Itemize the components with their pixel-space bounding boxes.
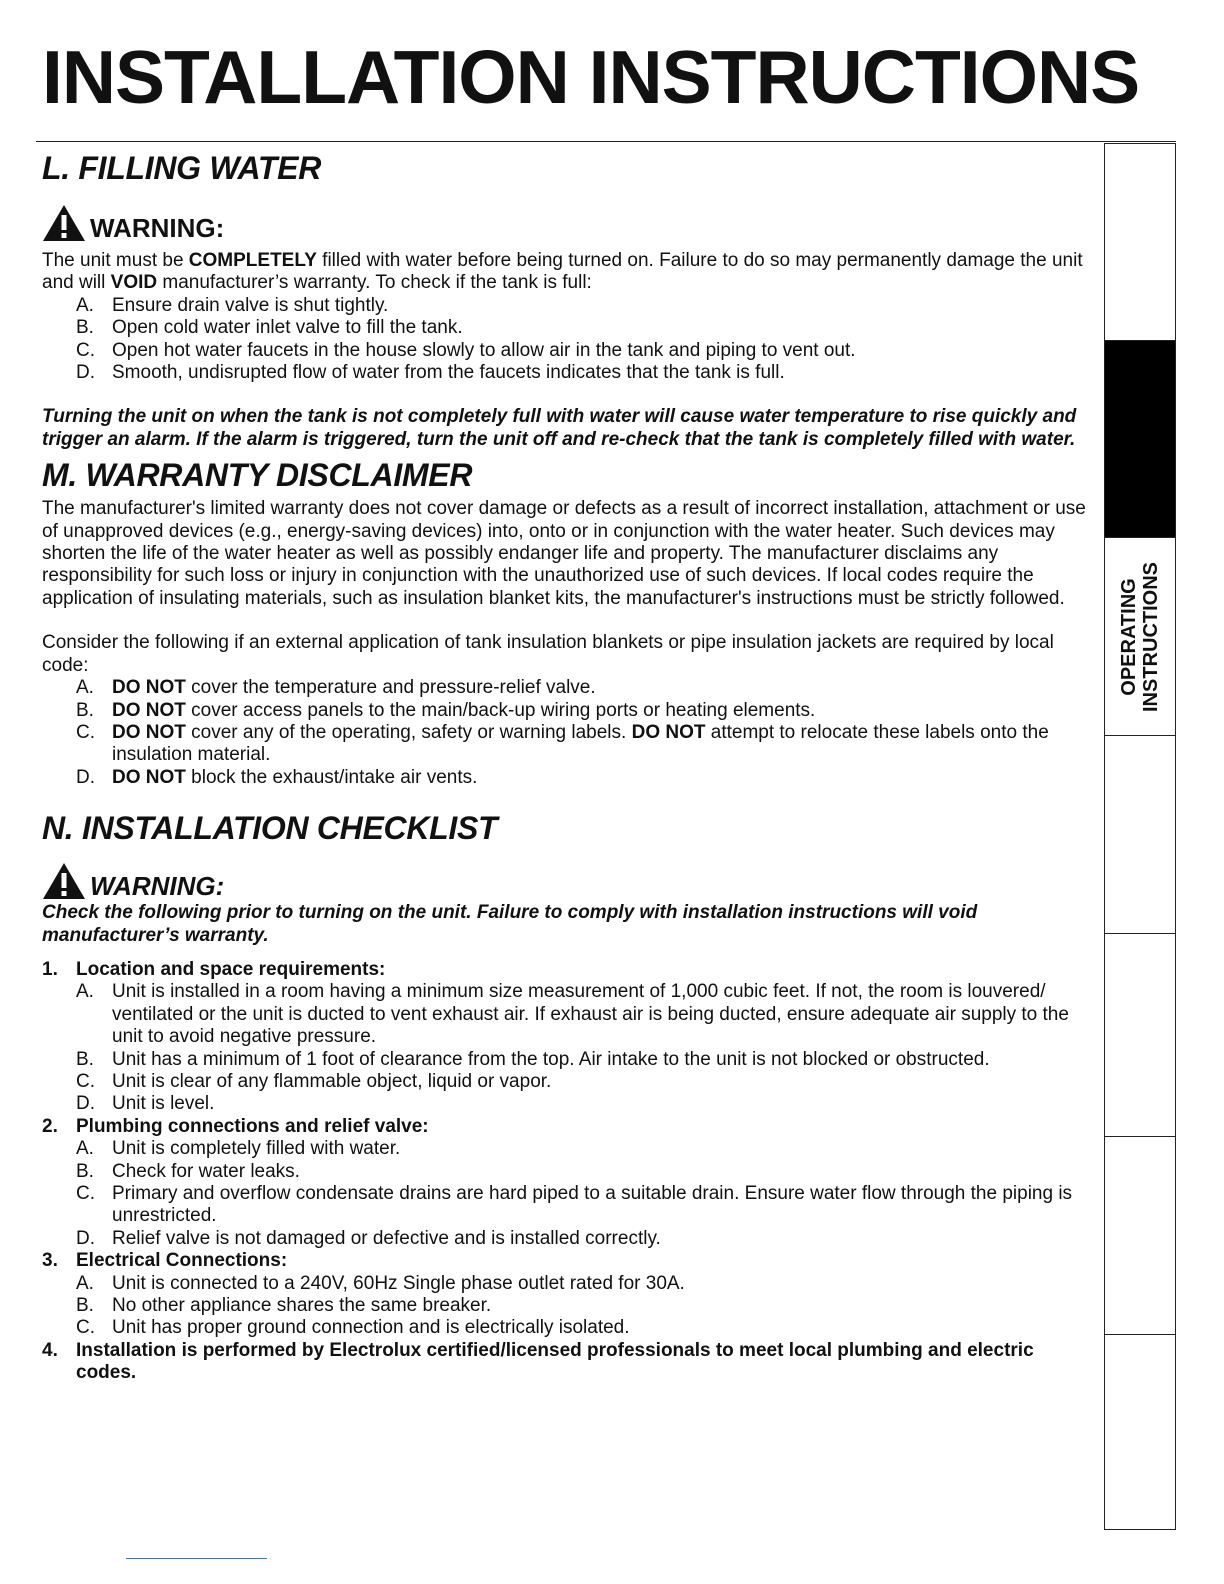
list-item: C. Unit has proper ground connection and is electrically isolated. — [76, 1317, 630, 1339]
warning-label: WARNING: — [90, 213, 225, 243]
checklist-group-title: 1. Location and space requirements: — [42, 958, 386, 980]
checklist-items — [42, 1273, 1097, 1340]
section-l-heading: L. FILLING WATER — [42, 150, 322, 186]
list-item: C. Primary and overflow condensate drains are hard piped to a suitable drain. Ensure water flow through the piping is unrestricted. — [76, 1183, 1073, 1227]
list-item: A. DO NOT cover the temperature and pressure-relief valve. — [76, 677, 596, 699]
warning-row — [42, 862, 1097, 900]
list-item: B. Open cold water inlet valve to fill the tank. — [76, 317, 463, 339]
warning-triangle-icon — [42, 862, 86, 900]
checklist-note: Check the following prior to turning on the unit. Failure to comply with installation instructions will void manufacturer’s warranty. — [42, 902, 978, 946]
section-tab-operating-instructions[interactable] — [1105, 538, 1175, 736]
list-item: B. Unit has a minimum of 1 foot of clearance from the top. Air intake to the unit is not blocked or obstructed. — [76, 1048, 990, 1070]
section-tab-7[interactable] — [1105, 1335, 1175, 1529]
list-item: B. DO NOT cover access panels to the main/back-up wiring ports or heating elements. — [76, 699, 816, 721]
section-tab-5[interactable] — [1105, 934, 1175, 1137]
section-m-heading: M. WARRANTY DISCLAIMER — [42, 457, 473, 494]
page-title: INSTALLATION INSTRUCTIONS — [42, 35, 1140, 119]
list-item: A. Unit is completely filled with water. — [76, 1138, 401, 1160]
section-tab-6[interactable] — [1105, 1137, 1175, 1335]
list-item: B. Check for water leaks. — [76, 1160, 300, 1182]
list-item: D. Unit is level. — [76, 1093, 215, 1115]
list-item: A. Ensure drain valve is shut tightly. — [76, 294, 389, 316]
footer-link-line — [126, 1558, 267, 1559]
list-item: D. Relief valve is not damaged or defective and is installed correctly. — [76, 1227, 661, 1249]
section-tabs — [1104, 143, 1176, 1530]
warning-triangle-icon — [42, 204, 86, 242]
filling-water-paragraph: The unit must be COMPLETELY filled with water before being turned on. Failure to do so may permanently damage the unit and will VOID manufacturer’s warranty. To check if the tank is full: — [42, 250, 1083, 294]
warranty-paragraph: The manufacturer's limited warranty does not cover damage or defects as a result of incorrect installation, attachment or use of unapproved devices (e.g., energy-saving devices) into, onto or in conjunction with the water heater. Such devices may shorten the life of the water heater as well as possibly endanger life and property. The manufacturer disclaims any responsibility for such loss or injury in conjunction with the unauthorized use of such devices. If local codes require the application of insulating materials, such as insulation blanket kits, the manufacturer's instructions must be strictly followed. — [42, 498, 1086, 609]
list-item: C. DO NOT cover any of the operating, safety or warning labels. DO NOT attempt to relocate these labels onto the insulation material. — [76, 721, 1049, 766]
checklist-group-title: 4. Installation is performed by Electrolux certified/licensed professionals to meet local plumbing and electric codes. — [42, 1339, 1034, 1384]
checklist-group-title: 2. Plumbing connections and relief valve: — [42, 1115, 429, 1137]
warning-label: WARNING: — [90, 871, 225, 902]
checklist-items — [42, 1138, 1097, 1250]
list-item: C. Unit is clear of any flammable object, liquid or vapor. — [76, 1070, 552, 1092]
checklist-items — [42, 981, 1097, 1115]
title-divider — [36, 141, 1176, 142]
list-item: D. DO NOT block the exhaust/intake air vents. — [76, 766, 478, 788]
warning-row — [42, 204, 1097, 242]
alarm-note: Turning the unit on when the tank is not completely full with water will cause water temperature to rise quickly and trigger an alarm. If the alarm is triggered, turn the unit off and re-check that the tank is completely filled with water. — [42, 406, 1077, 450]
list-item: A. Unit is connected to a 240V, 60Hz Single phase outlet rated for 30A. — [76, 1272, 685, 1294]
insulation-list — [42, 677, 1097, 789]
list-item: C. Open hot water faucets in the house slowly to allow air in the tank and piping to vent out. — [76, 339, 856, 361]
list-item: D. Smooth, undisrupted flow of water from the faucets indicates that the tank is full. — [76, 362, 785, 384]
section-n-heading: N. INSTALLATION CHECKLIST — [42, 810, 498, 847]
section-tab-1[interactable] — [1105, 144, 1175, 341]
section-tab-2-active[interactable] — [1105, 341, 1175, 538]
insulation-paragraph: Consider the following if an external application of tank insulation blankets or pipe insulation jackets are required by local code: — [42, 632, 1054, 676]
operating-instructions-tab-label: OPERATING INSTRUCTIONS — [1118, 561, 1162, 712]
document-body — [42, 148, 1097, 1385]
list-item: B. No other appliance shares the same breaker. — [76, 1295, 492, 1317]
tank-check-list — [42, 295, 1097, 385]
checklist-group-title: 3. Electrical Connections: — [42, 1250, 288, 1272]
list-item: A. Unit is installed in a room having a minimum size measurement of 1,000 cubic feet. If not, the room is louvered/ ventilated or the unit is ducted to vent exhaust air. If exhaust air is being ducted, ensure adequate air supply to the unit to avoid negative pressure. — [76, 981, 1069, 1048]
checklist — [42, 959, 1097, 1385]
section-tab-4[interactable] — [1105, 736, 1175, 934]
